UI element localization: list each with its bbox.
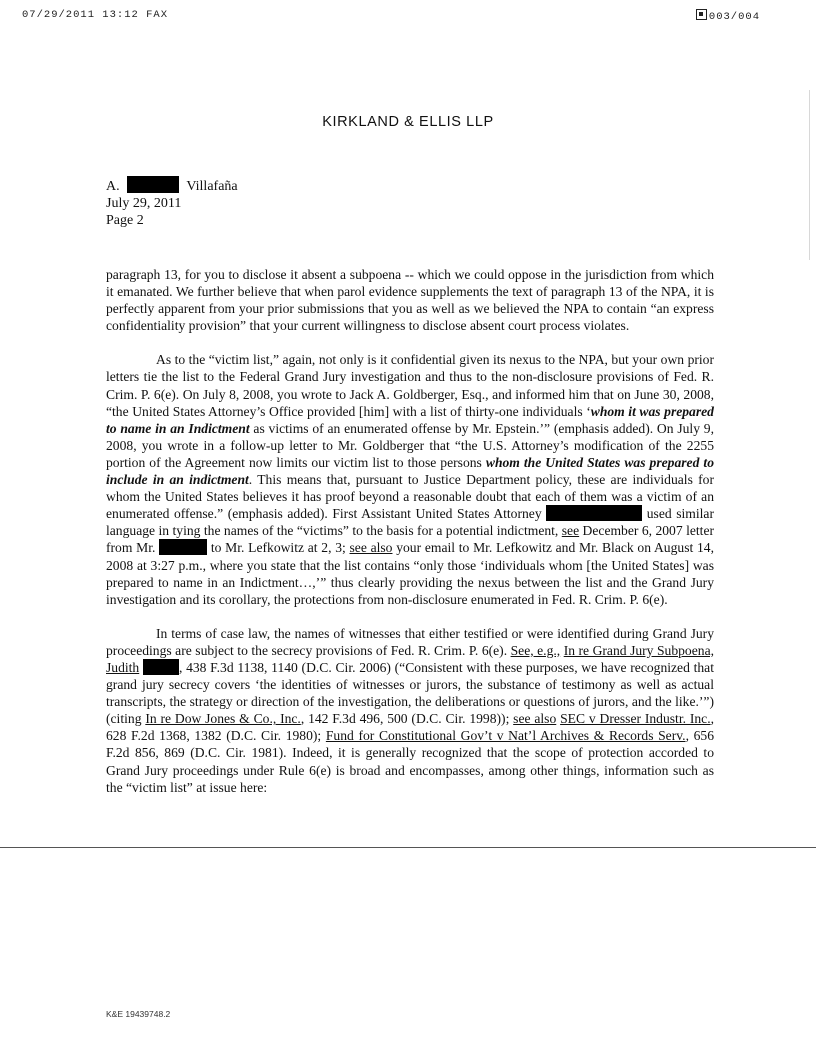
letter-date: July 29, 2011 [106,196,182,211]
redaction-box [127,176,179,193]
document-id-footer: K&E 19439748.2 [106,1009,171,1019]
case-citation: In re Grand Jury Subpoena, Judith [106,642,714,675]
text-run: , 656 F.2d 856, 869 (D.C. Cir. 1981). Indeed, it is generally recognized that the scope of protection accorded to Grand Jury proceedings under Rule 6(e) is broad and encompasses, among other things, information such as the “victim list” at issue here: [106,728,714,795]
address-block [106,176,238,229]
case-citation: SEC v Dresser Industr. Inc. [560,711,711,727]
citation-signal: see also [349,540,393,556]
text-run: As to the “victim list,” again, not only is it confidential given its nexus to the NPA, but your own prior letters tie the list to the Federal Grand Jury investigation and thus to the non-disclosure provisions of Fed. R. Crim. P. 6(e). On July 8, 2008, you wrote to Jack A. Goldberger, Esq., and informed him that on June 30, 2008, “the United States Attorney’s Office provided [him] with a list of thirty-one individuals ‘ [106,352,714,419]
text-run: used similar language in tying the names of the “victims” to the basis for a potential indictment, [106,506,714,539]
letter-body [106,266,714,813]
text-run: , 628 F.2d 1368, 1382 (D.C. Cir. 1980); [106,711,715,744]
fax-page-number: 003/004 [708,11,760,23]
citation-signal: See, e.g., [510,642,561,658]
text-run: December 6, 2007 letter from Mr. [106,523,715,556]
redaction-box [143,659,179,675]
emphasis-quote: whom it was prepared to name in an Indictment [106,403,714,436]
addressee-surname: Villafaña [186,179,238,194]
citation-signal: see also [513,711,557,727]
scan-artifact-line [0,847,816,848]
citation-signal: see [561,523,580,539]
text-run: . This means that, pursuant to Justice Department policy, these are individuals for whom the United States believes it has proof beyond a reasonable doubt that each of them was a victim of an enumerated offense.” (emphasis added). First Assistant United States Attorney [106,472,715,522]
fax-page-counter [696,9,760,23]
redaction-box [159,539,207,555]
fax-timestamp: 07/29/2011 13:12 FAX [22,9,169,21]
paragraph-2 [106,351,714,607]
addressee-initial: A. [106,179,120,194]
case-citation: In re Dow Jones & Co., Inc. [145,711,301,727]
emphasis-quote: whom the United States was prepared to include in an indictment [106,454,714,488]
text-run: to Mr. Lefkowitz at 2, 3; [207,540,350,556]
addressee-line [106,176,238,195]
case-citation: Fund for Constitutional Gov’t v Nat’l Archives & Records Serv. [325,728,686,744]
paragraph-1: paragraph 13, for you to disclose it absent a subpoena -- which we could oppose in the jurisdiction from which it emanated. We further believe that when parol evidence supplements the text of paragraph 13 of the NPA, it is perfectly apparent from your prior submissions that you as well as we believed the NPA to contain “an express confidentiality provision” that your current willingness to disclose absent court process violates. [106,267,714,334]
text-run: In terms of case law, the names of witnesses that either testified or were identified during Grand Jury proceedings are subject to the secrecy provisions of Fed. R. Crim. P. 6(e). [106,625,714,658]
redaction-box [546,505,642,521]
text-run: your email to Mr. Lefkowitz and Mr. Black on August 14, 2008 at 3:27 p.m., where you state that the list contains “only those ‘individuals whom [the United States] was prepared to name in an Indictment…,’” thus clearly providing the nexus between the list and the Grand Jury investigation and its corollary, the protections from non-disclosure enumerated in Fed. R. Crim. P. 6(e). [106,540,714,607]
fax-page-icon [696,9,707,20]
text-run: , 438 F.3d 1138, 1140 (D.C. Cir. 2006) (“Consistent with these purposes, we have recognized that grand jury secrecy covers ‘the identities of witnesses or jurors, the substance of testimony as well as actual transcripts, the strategy or direction of the investigation, the deliberations or questions of jurors, and the like.’”) (citing [106,659,714,727]
letterhead-firm-name: KIRKLAND & ELLIS LLP [322,114,494,130]
text-run: as victims of an enumerated offense by Mr. Epstein.’” (emphasis added). On July 9, 2008, you wrote in a follow-up letter to Mr. Goldberger that “the U.S. Attorney’s modification of the 2255 portion of the Agreement now limits our victim list to those persons [106,420,714,470]
paragraph-3 [106,625,714,796]
page-number: Page 2 [106,213,144,228]
text-run: , 142 F.3d 496, 500 (D.C. Cir. 1998)); [300,711,514,727]
